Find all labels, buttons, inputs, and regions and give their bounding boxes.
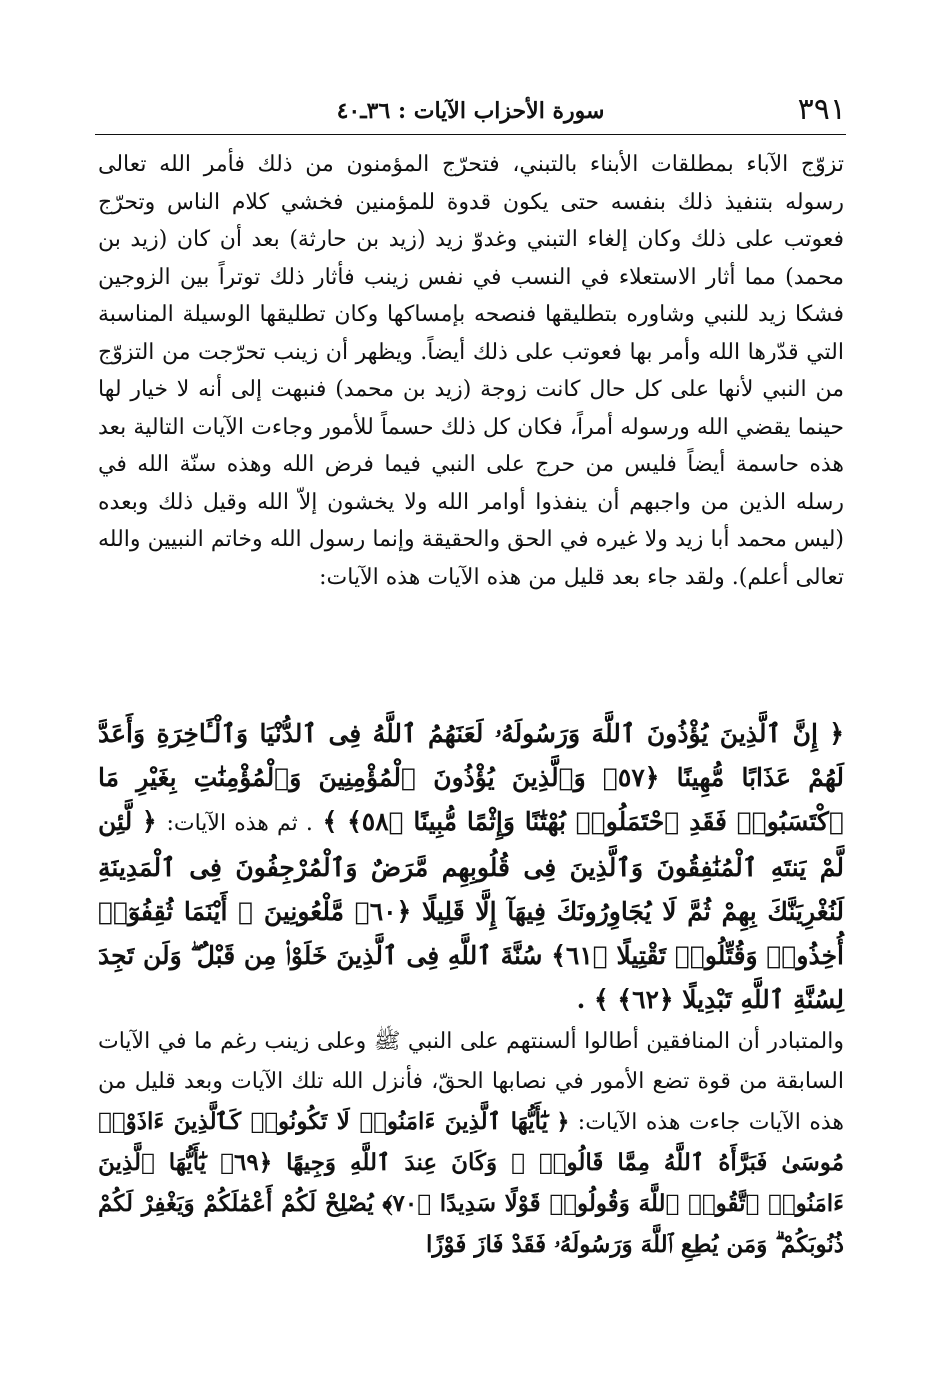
ornate-bracket-open: ﴿ xyxy=(829,719,844,748)
commentary-paragraph xyxy=(98,146,844,596)
second-paragraph xyxy=(98,1022,844,1266)
surah-title: سورة الأحزاب الآيات : ٣٦ـ٤٠ xyxy=(336,98,605,124)
running-header xyxy=(95,90,846,135)
verses-57-58: إِنَّ ٱلَّذِينَ يُؤْذُونَ ٱللَّهَ وَرَسُولَهُۥ لَعَنَهُمُ ٱللَّهُ فِى ٱلدُّنْيَا وَٱلْـَٔاخِرَةِ وَأَعَدَّ لَهُمْ عَذَابًا مُّهِينًا ﴿٥٧﴾ وَٱلَّذِينَ يُؤْذُونَ ٱلْمُؤْمِنِينَ وَٱلْمُؤْمِنَٰتِ بِغَيْرِ مَا ٱكْتَسَبُوا۟ فَقَدِ ٱحْتَمَلُوا۟ بُهْتَٰنًا وَإِثْمًا مُّبِينًا ﴿٥٨﴾ xyxy=(98,719,844,836)
ornate-bracket-open-3: ﴿ xyxy=(556,1109,570,1135)
ornate-bracket-close-2: ﴾ xyxy=(594,985,609,1014)
verses-69-71: يَٰٓأَيُّهَا ٱلَّذِينَ ءَامَنُوا۟ لَا تَكُونُوا۟ كَٱلَّذِينَ ءَاذَوْا۟ مُوسَىٰ فَبَرَّأَهُ ٱللَّهُ مِمَّا قَالُوا۟ ۚ وَكَانَ عِندَ ٱللَّهِ وَجِيهًا ﴿٦٩﴾ يَٰٓأَيُّهَا ٱلَّذِينَ ءَامَنُوا۟ ٱتَّقُوا۟ ٱللَّهَ وَقُولُوا۟ قَوْلًا سَدِيدًا ﴿٧٠﴾ يُصْلِحْ لَكُمْ أَعْمَٰلَكُمْ وَيَغْفِرْ لَكُمْ ذُنُوبَكُمْ ۗ وَمَن يُطِعِ ٱللَّهَ وَرَسُولَهُۥ فَقَدْ فَازَ فَوْزًا xyxy=(98,1108,845,1258)
ornate-bracket-close: ﴾ xyxy=(322,807,338,836)
connector-text: . ثم هذه الآيات: xyxy=(166,811,313,836)
verses-60-62: لَّئِن لَّمْ يَنتَهِ ٱلْمُنَٰفِقُونَ وَٱلَّذِينَ فِى قُلُوبِهِم مَّرَضٌ وَٱلْمُرْجِفُونَ فِى ٱلْمَدِينَةِ لَنُغْرِيَنَّكَ بِهِمْ ثُمَّ لَا يُجَاوِرُونَكَ فِيهَآ إِلَّا قَلِيلًا ﴿٦٠﴾ مَّلْعُونِينَ ۖ أَيْنَمَا ثُقِفُوٓا۟ أُخِذُوا۟ وَقُتِّلُوا۟ تَقْتِيلًا ﴿٦١﴾ سُنَّةَ ٱللَّهِ فِى ٱلَّذِينَ خَلَوْا۟ مِن قَبْلُ ۖ وَلَن تَجِدَ لِسُنَّةِ ٱللَّهِ تَبْدِيلًا ﴿٦٢﴾ xyxy=(98,807,845,1014)
second-paragraph-intro: والمتبادر أن المنافقين أطالوا ألسنتهم على النبي ﷺ وعلى زينب رغم ما في الآيات السابقة من قوة تضع الأمور في نصابها الحقّ، فأنزل الله تلك الآيات وبعد قليل من هذه الآيات جاءت هذه الآيات: xyxy=(98,1029,845,1135)
verses-end-mark: . xyxy=(576,985,586,1014)
page-number: ٣٩١ xyxy=(797,92,846,127)
quran-verses-block xyxy=(98,712,844,1022)
ornate-bracket-open-2: ﴿ xyxy=(142,807,157,836)
paragraph-text: تزوّج الآباء بمطلقات الأبناء بالتبني، فتحرّج المؤمنون من ذلك فأمر الله تعالى رسوله بتنفيذ ذلك بنفسه حتى يكون قدوة للمؤمنين فخشي كلام الناس وتحرّج فعوتب على ذلك وكان إلغاء التبني وغدوّ زيد (زيد بن حارثة) بعد أن كان (زيد بن محمد) مما أثار الاستعلاء في النسب في نفس زينب فأثار ذلك توتراً بين الزوجين فشكا زيد للنبي وشاوره بتطليقها فنصحه بإمساكها وكان تطليقها الوسيلة المناسبة التي قدّرها الله وأمر بها فعوتب على ذلك أيضاً. ويظهر أن زينب تحرّجت من التزوّج من النبي لأنها على كل حال كانت زوجة (زيد بن محمد) فنبهت إلى أنه لا خيار لها حينما يقضي الله ورسوله أمراً، فكان كل ذلك حسماً للأمور وجاءت الآيات التالية بعد هذه حاسمة أيضاً فليس من حرج على النبي فيما فرض الله وهذه سنّة الله في رسله الذين من واجبهم أن ينفذوا أوامر الله ولا يخشون إلاّ الله وقيل ذلك وبعده (ليس محمد أبا زيد ولا غيره في الحق والحقيقة وإنما رسول الله وخاتم النبيين والله تعالى أعلم). ولقد جاء بعد قليل من هذه الآيات هذه الآيات: xyxy=(98,152,845,590)
